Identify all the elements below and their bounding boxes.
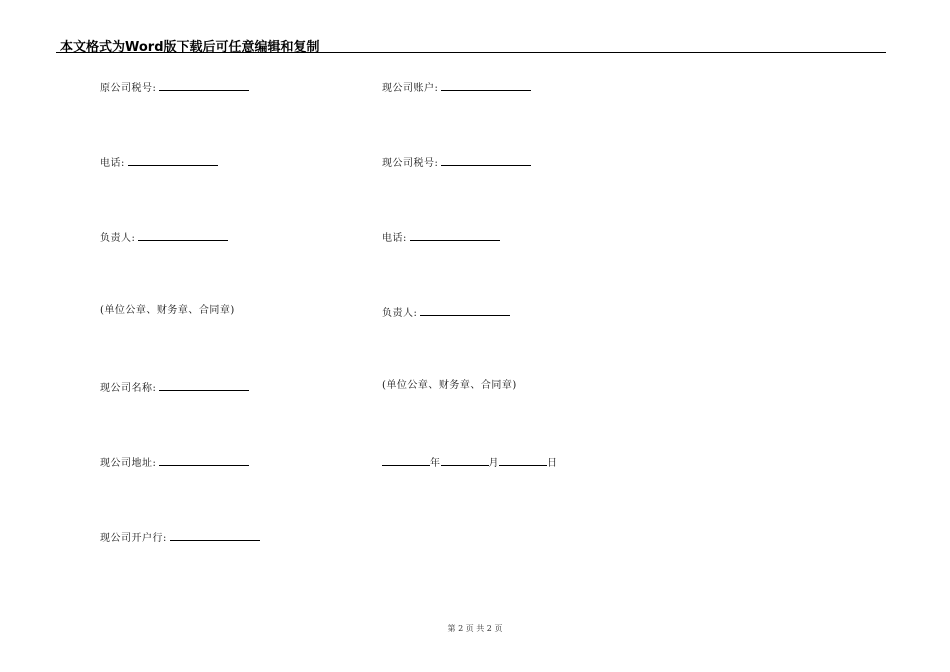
field-label: 电话: <box>382 233 407 244</box>
field-original-tax-id <box>100 80 249 95</box>
blank-line <box>128 155 218 166</box>
field-label: 现公司地址: <box>100 458 157 469</box>
field-label: 负责人: <box>100 233 136 244</box>
header-divider <box>56 52 886 53</box>
field-label: 负责人: <box>382 308 418 319</box>
field-current-company-address <box>100 455 249 470</box>
field-current-company-name <box>100 380 249 395</box>
field-label: (单位公章、财务章、合同章) <box>100 305 235 316</box>
field-label: 现公司税号: <box>382 158 439 169</box>
field-person-in-charge-left <box>100 230 228 245</box>
date-day-label: 日 <box>547 458 558 469</box>
blank-line <box>410 230 500 241</box>
blank-month <box>441 455 489 466</box>
document-header: 本文格式为Word版下载后可任意编辑和复制 <box>60 40 320 55</box>
blank-year <box>382 455 430 466</box>
blank-line <box>138 230 228 241</box>
field-current-company-account <box>382 80 531 95</box>
field-label: 现公司开户行: <box>100 533 167 544</box>
page-footer: 第 2 页 共 2 页 <box>447 624 503 633</box>
field-person-in-charge-right <box>382 305 510 320</box>
date-line <box>382 455 558 470</box>
seal-note-left <box>100 305 235 317</box>
field-phone-right <box>382 230 500 245</box>
date-month-label: 月 <box>488 458 499 469</box>
blank-line <box>159 455 249 466</box>
field-label: (单位公章、财务章、合同章) <box>382 380 517 391</box>
blank-line <box>170 530 260 541</box>
date-year-label: 年 <box>430 458 441 469</box>
field-label: 现公司账户: <box>382 83 439 94</box>
seal-note-right <box>382 380 517 392</box>
blank-line <box>420 305 510 316</box>
field-label: 现公司名称: <box>100 383 157 394</box>
blank-line <box>159 80 249 91</box>
blank-line <box>441 80 531 91</box>
field-label: 电话: <box>100 158 125 169</box>
blank-day <box>499 455 547 466</box>
field-phone-left <box>100 155 218 170</box>
field-current-company-tax-id <box>382 155 531 170</box>
blank-line <box>159 380 249 391</box>
field-current-company-bank <box>100 530 260 545</box>
field-label: 原公司税号: <box>100 83 157 94</box>
blank-line <box>441 155 531 166</box>
